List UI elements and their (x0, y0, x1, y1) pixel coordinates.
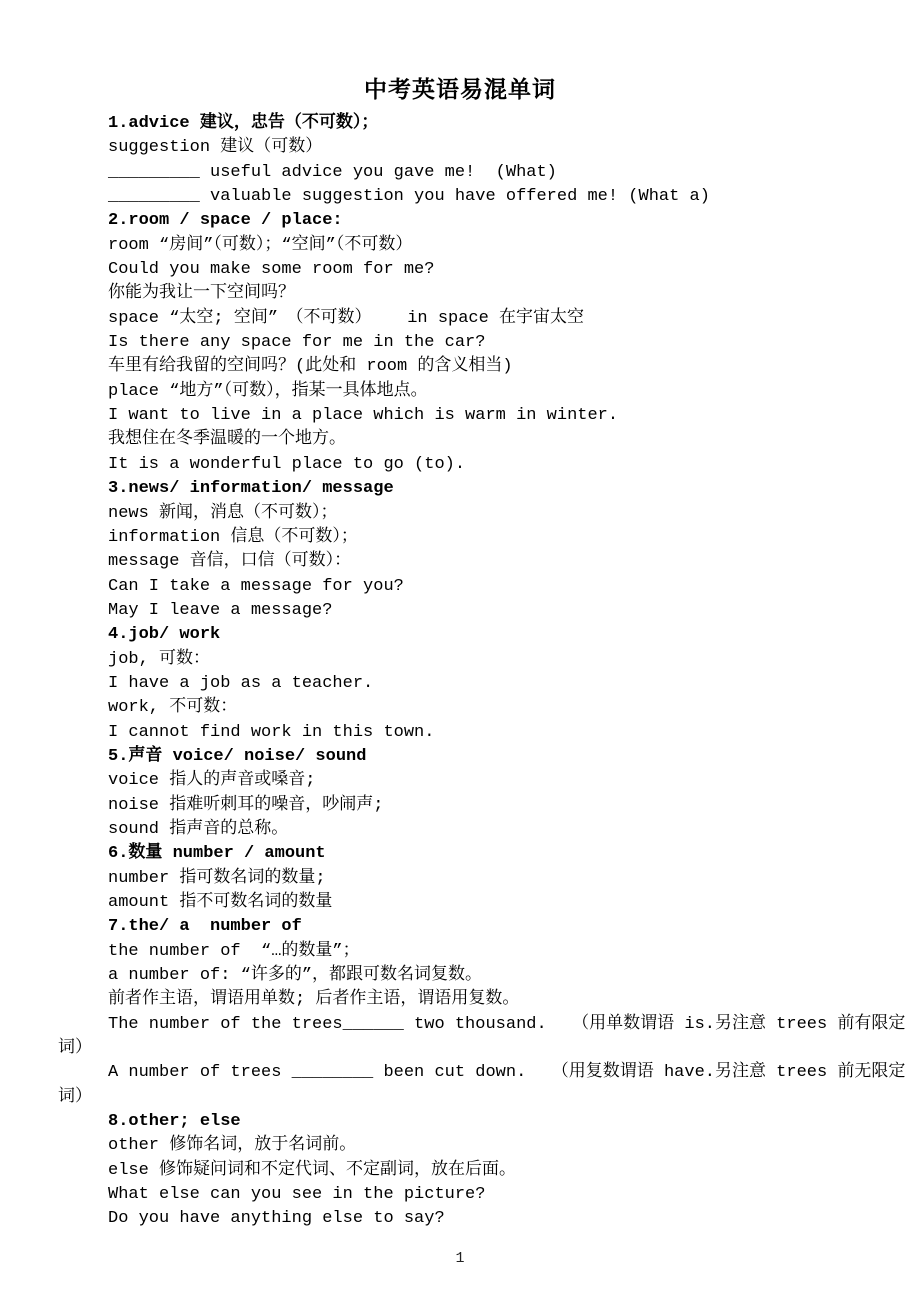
text-line: Can I take a message for you? (108, 576, 404, 596)
text-line: Do you have anything else to say? (108, 1209, 445, 1229)
section-heading: 3.news/ information/ message (108, 479, 394, 499)
text-line: 车里有给我留的空间吗？(此处和 room 的含义相当) (108, 357, 513, 377)
section-heading: 2.room / space / place: (108, 211, 343, 231)
text-line: I cannot find work in this town. (108, 722, 435, 742)
section-heading: 4.job/ work (108, 625, 221, 645)
text-line: room “房间”（可数）；“空间”（不可数） (108, 235, 413, 255)
text-line: 前者作主语，谓语用单数; 后者作主语，谓语用复数。 (108, 990, 520, 1010)
text-line: A number of trees ________ been cut down. （用复数谓语 have.另注意 trees 前无限定 (108, 1063, 906, 1083)
text-line: Is there any space for me in the car? (108, 333, 486, 353)
section-heading: 7.the/ a number of (108, 917, 302, 937)
page-number: 1 (455, 1250, 465, 1267)
section-heading: 6.数量 number / amount (108, 844, 326, 864)
text-line: voice 指人的声音或嗓音; (108, 771, 316, 791)
document-body (58, 112, 906, 1232)
text-line: It is a wonderful place to go (to). (108, 454, 466, 474)
text-line: noise 指难听刺耳的噪音，吵闹声; (108, 795, 384, 815)
text-line: 你能为我让一下空间吗？ (108, 284, 295, 304)
text-line: 词） (58, 1039, 92, 1059)
text-line: May I leave a message? (108, 600, 333, 620)
text-line: place “地方”（可数），指某一具体地点。 (108, 381, 428, 401)
text-line: I have a job as a teacher. (108, 673, 374, 693)
text-line: job, 可数： (108, 649, 211, 669)
text-line: work, 不可数： (108, 698, 238, 718)
section-heading: 1.advice 建议，忠告（不可数）； (108, 114, 379, 133)
text-line: The number of the trees______ two thousand. （用单数谓语 is.另注意 trees 前有限定 (108, 1014, 906, 1034)
text-line: sound 指声音的总称。 (108, 819, 289, 839)
text-line: news 新闻，消息（不可数）； (108, 503, 338, 523)
document-title: 中考英语易混单词 (364, 76, 556, 102)
text-line: information 信息（不可数）； (108, 527, 358, 547)
section-heading: 5.声音 voice/ noise/ sound (108, 746, 367, 766)
text-line: space “太空; 空间” （不可数） in space 在宇宙太空 (108, 308, 585, 328)
text-line: number 指可数名词的数量; (108, 868, 326, 888)
text-line: 词） (58, 1087, 92, 1107)
text-line: 我想住在冬季温暖的一个地方。 (108, 430, 346, 450)
text-line: I want to live in a place which is warm in winter. (108, 406, 619, 426)
text-line: else 修饰疑问词和不定代词、不定副词，放在后面。 (108, 1160, 517, 1180)
text-line: _________ useful advice you gave me! (What) (108, 162, 557, 182)
text-line: other 修饰名词，放于名词前。 (108, 1136, 357, 1156)
text-line: _________ valuable suggestion you have offered me! (What a) (108, 187, 710, 207)
text-line: message 音信，口信（可数）： (108, 552, 352, 572)
text-line: What else can you see in the picture? (108, 1185, 486, 1205)
text-line: suggestion 建议（可数） (108, 138, 323, 158)
text-line: Could you make some room for me? (108, 260, 435, 280)
text-line: a number of: “许多的”，都跟可数名词复数。 (108, 966, 483, 986)
text-line: amount 指不可数名词的数量 (108, 893, 333, 912)
text-line: the number of “…的数量”； (108, 941, 360, 961)
section-heading: 8.other; else (108, 1112, 241, 1132)
